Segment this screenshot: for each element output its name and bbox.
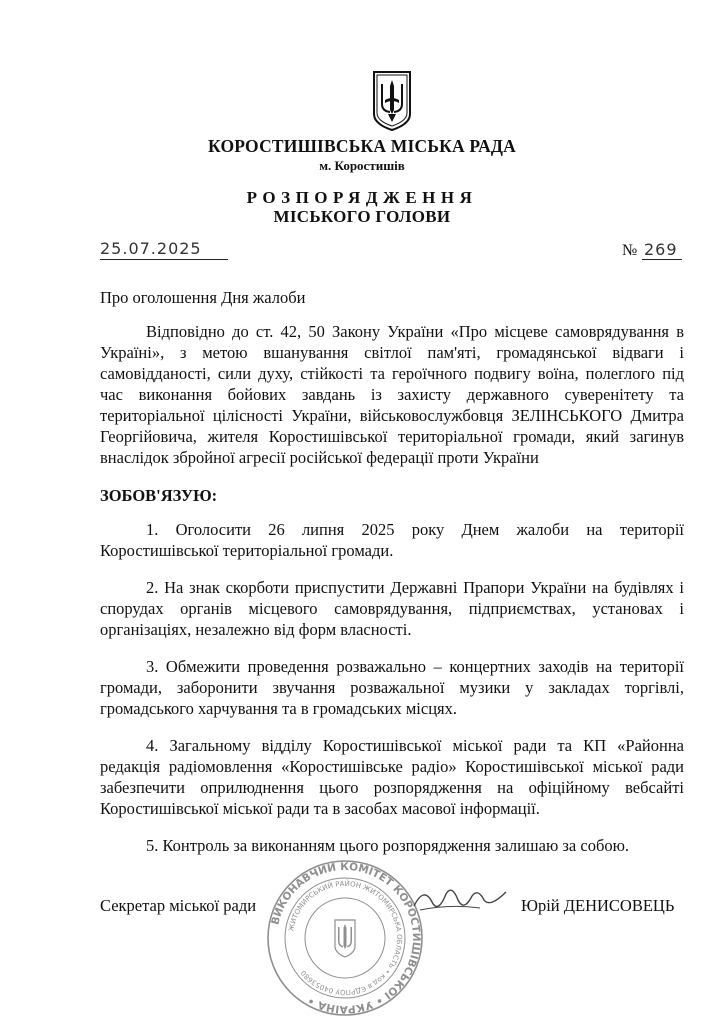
- number-label: №: [622, 242, 638, 259]
- council-name: КОРОСТИШІВСЬКА МІСЬКА РАДА: [207, 136, 516, 156]
- number-underline: [642, 259, 682, 260]
- order-item-3: [100, 656, 684, 719]
- document-type: РОЗПОРЯДЖЕННЯ: [246, 188, 478, 207]
- date-underline: [100, 259, 228, 260]
- order-item-3-text: 3. Обмежити проведення розважально – концертних заходів на території громади, заборонити звучання розважальної музики у закладах торгівлі, громадського харчування та в громадських місцях.: [100, 657, 684, 718]
- order-item-1: [100, 519, 684, 561]
- document-type-issuer: МІСЬКОГО ГОЛОВИ: [273, 207, 451, 226]
- coat-of-arms-emblem: [371, 70, 413, 132]
- order-item-5: [100, 835, 684, 856]
- document-date: 25.07.2025: [100, 239, 202, 258]
- city-name: м. Коростишів: [319, 158, 405, 173]
- official-stamp: [265, 858, 425, 1018]
- order-item-5-text: 5. Контроль за виконанням цього розпорядження залишаю за собою.: [146, 836, 630, 855]
- document-subject: Про оголошення Дня жалоби: [100, 288, 306, 307]
- document-number: 269: [644, 240, 678, 259]
- svg-text:ЖИТОМИРСЬКИЙ РАЙОН ЖИТОМИРСЬКА: ЖИТОМИРСЬКИЙ РАЙОН ЖИТОМИРСЬКА ОБЛАСТЬ • код в ЄДРПОУ 04053680: [287, 879, 404, 997]
- preamble-text: Відповідно до ст. 42, 50 Закону України «Про місцеве самоврядування в Україні», з метою вшанування світлої пам'яті, громадянської відваги і самовідданості, сили духу, стійкості та героїчного подвигу воїна, полеглого під час виконання бойових завдань із захисту державного суверенітету та територіальної цілісності України, військовослужбовця ЗЕЛІНСЬКОГО Дмитра Георгійовича, жителя Коростишівської територіальної громади, який загинув внаслідок збройної агресії російської федерації проти України: [100, 322, 684, 467]
- preamble-paragraph: [100, 321, 684, 468]
- signatory-position: Секретар міської ради: [100, 896, 257, 915]
- handwritten-signature: [410, 880, 510, 920]
- order-item-2-text: 2. На знак скорботи приспустити Державні Прапори України на будівлях і спорудах органів місцевого самоврядування, підприємствах, установах і організаціях, незалежно від форм власності.: [100, 578, 684, 639]
- signatory-name: Юрій ДЕНИСОВЕЦЬ: [521, 896, 675, 915]
- order-item-4-text: 4. Загальному відділу Коростишівської міської ради та КП «Районна редакція радіомовлення «Коростишівське радіо» Коростишівської міської ради забезпечити оприлюднення цього розпорядження на офіційному вебсайті Коростишівської міської ради та в засобах масової інформації.: [100, 736, 684, 818]
- order-item-4: [100, 735, 684, 819]
- svg-text:ВИКОНАВЧИЙ КОМІТЕТ КОРОСТИШІВС: ВИКОНАВЧИЙ КОМІТЕТ КОРОСТИШІВСЬКОЇ • УКРАЇНА •: [269, 860, 423, 1016]
- obligation-heading: ЗОБОВ'ЯЗУЮ:: [100, 486, 218, 505]
- order-item-2: [100, 577, 684, 640]
- order-item-1-text: 1. Оголосити 26 липня 2025 року Днем жалоби на території Коростишівської територіальної громади.: [100, 520, 684, 560]
